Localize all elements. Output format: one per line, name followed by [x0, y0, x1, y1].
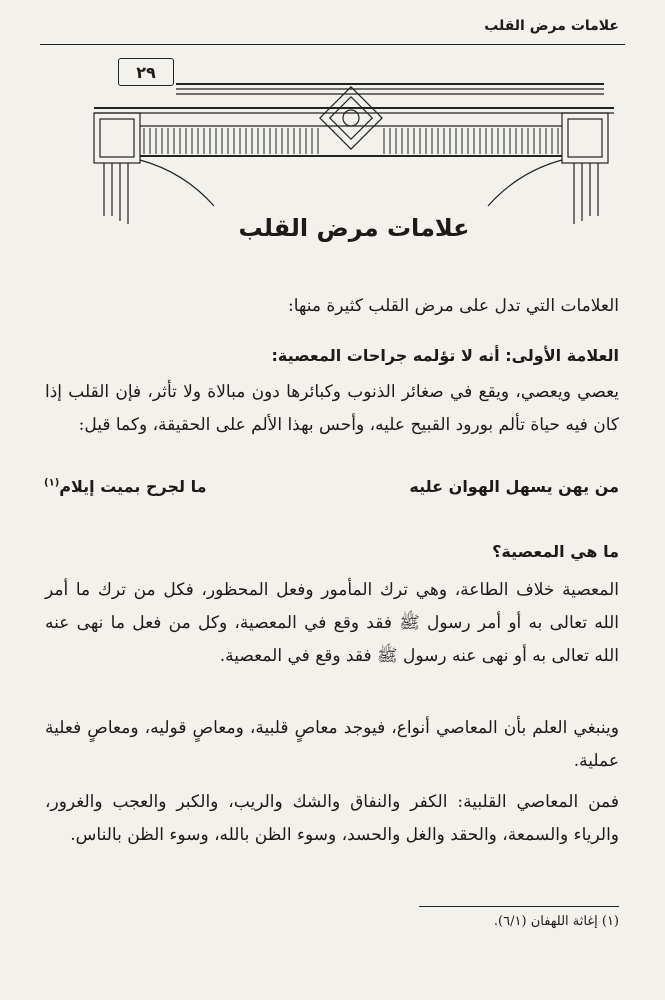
footnote-marker: (١): [44, 477, 60, 489]
paragraph-definition: المعصية خلاف الطاعة، وهي ترك المأمور وفعل المحظور، فكل من ترك ما أمر الله تعالى به أو أمر رسول ﷺ فقد وقع في المعصية، وكل من فعل ما نهى عنه الله تعالى به أو نهى عنه رسول ﷺ فقد وقع في المعصية.: [45, 580, 619, 666]
page-number: ٢٩: [118, 58, 174, 86]
intro-paragraph: العلامات التي تدل على مرض القلب كثيرة منها:: [288, 296, 619, 316]
section-heading-first-sign: العلامة الأولى: أنه لا تؤلمه جراحات المعصية:: [271, 346, 619, 365]
footnote-rule: [419, 906, 619, 907]
paragraph-first-sign: يعصي ويعصي، ويقع في صغائر الذنوب وكبائرها دون مبالاة ولا تأثر، فإن القلب إذا كان فيه حياة تألم بورود القبيح عليه، وأحس بهذا الألم على الحقيقة، وكما قيل:: [45, 382, 619, 435]
header-rule: [40, 44, 625, 45]
running-head: علامات مرض القلب: [484, 18, 619, 34]
poetry-verse: [44, 477, 619, 496]
section-heading-what-is-sin: ما هي المعصية؟: [492, 542, 619, 561]
chapter-title: علامات مرض القلب: [238, 214, 470, 242]
paragraph-types: وينبغي العلم بأن المعاصي أنواع، فيوجد معاصٍ قلبية، ومعاصٍ قوليه، ومعاصٍ فعلية عملية.: [45, 718, 619, 771]
verse-first-hemistich: من يهن يسهل الهوان عليه: [409, 477, 619, 496]
paragraph-heart-sins: فمن المعاصي القلبية: الكفر والنفاق والشك والريب، والكبر والعجب والغرور، والرياء والسمعة، والحقد والغل والحسد، وسوء الظن بالله، وسوء الظن بالناس.: [45, 792, 619, 845]
footnote: (١) إغاثة اللهفان (٦/١).: [493, 914, 619, 929]
verse-second-hemistich: ما لجرح بميت إيلام: [59, 477, 207, 496]
